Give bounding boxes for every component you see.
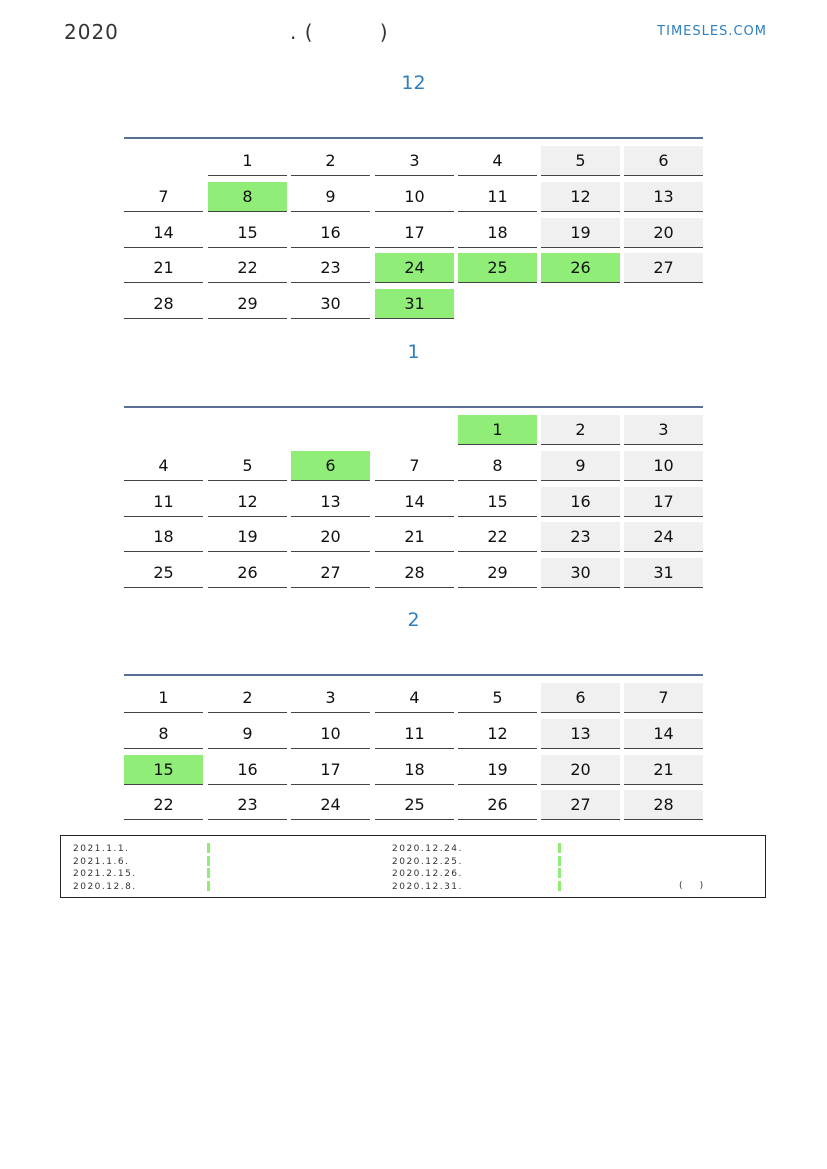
day-cell: 4 [458, 146, 537, 176]
day-cell: 23 [541, 522, 620, 552]
empty-day [375, 415, 454, 445]
empty-day [458, 289, 537, 319]
day-cell: 3 [291, 683, 370, 713]
day-cell: 29 [458, 558, 537, 588]
day-cell: 2 [208, 683, 287, 713]
legend-date: 2021.1.6. [73, 856, 130, 867]
day-cell: 21 [375, 522, 454, 552]
day-cell: 5 [208, 451, 287, 481]
day-cell: 24 [375, 253, 454, 283]
day-cell: 20 [291, 522, 370, 552]
month-title: 12 [401, 72, 426, 94]
day-cell: 17 [624, 487, 703, 517]
day-cell: 10 [624, 451, 703, 481]
legend-date: 2020.12.24. [392, 844, 463, 854]
day-cell: 18 [375, 755, 454, 785]
day-cell: 11 [375, 719, 454, 749]
empty-day [124, 146, 203, 176]
day-cell: 15 [124, 755, 203, 785]
day-cell: 14 [624, 719, 703, 749]
holiday-marker [207, 856, 210, 866]
legend-note: ( ) [679, 881, 704, 891]
calendar-top-rule [124, 406, 703, 408]
legend-date: 2020.12.8. [73, 882, 137, 893]
legend-dates-left [73, 843, 137, 894]
empty-day [208, 415, 287, 445]
day-cell: 2 [291, 146, 370, 176]
day-cell: 21 [124, 253, 203, 283]
day-cell: 3 [624, 415, 703, 445]
day-cell: 9 [541, 451, 620, 481]
day-cell: 13 [541, 719, 620, 749]
day-cell: 1 [124, 683, 203, 713]
day-cell: 14 [124, 218, 203, 248]
day-cell: 6 [541, 683, 620, 713]
day-cell: 28 [124, 289, 203, 319]
day-cell: 22 [208, 253, 287, 283]
day-cell: 27 [541, 790, 620, 820]
day-cell: 24 [624, 522, 703, 552]
calendar-top-rule [124, 137, 703, 139]
day-cell: 19 [541, 218, 620, 248]
day-cell: 19 [208, 522, 287, 552]
legend-markers-left [207, 843, 210, 894]
day-cell: 26 [208, 558, 287, 588]
day-cell: 4 [124, 451, 203, 481]
day-cell: 29 [208, 289, 287, 319]
day-cell: 8 [124, 719, 203, 749]
empty-day [624, 289, 703, 319]
day-cell: 6 [624, 146, 703, 176]
day-cell: 10 [375, 182, 454, 212]
day-cell: 30 [291, 289, 370, 319]
day-cell: 28 [375, 558, 454, 588]
legend-date: 2020.12.31. [392, 882, 463, 893]
day-cell: 12 [541, 182, 620, 212]
day-cell: 21 [624, 755, 703, 785]
month-calendar [124, 674, 703, 814]
site-link[interactable]: TIMESLES.COM [657, 24, 767, 39]
day-cell: 20 [624, 218, 703, 248]
day-cell: 7 [375, 451, 454, 481]
empty-day [124, 415, 203, 445]
legend-markers-right [558, 843, 561, 894]
day-cell: 12 [208, 487, 287, 517]
day-cell: 11 [124, 487, 203, 517]
day-cell: 27 [291, 558, 370, 588]
month-calendar [124, 137, 703, 313]
day-cell: 22 [124, 790, 203, 820]
day-cell: 20 [541, 755, 620, 785]
day-cell: 23 [208, 790, 287, 820]
day-cell: 27 [624, 253, 703, 283]
day-cell: 25 [375, 790, 454, 820]
day-cell: 26 [541, 253, 620, 283]
day-cell: 1 [458, 415, 537, 445]
day-cell: 15 [458, 487, 537, 517]
day-cell: 7 [124, 182, 203, 212]
day-cell: 26 [458, 790, 537, 820]
day-cell: 23 [291, 253, 370, 283]
day-cell: 7 [624, 683, 703, 713]
day-cell: 17 [375, 218, 454, 248]
day-cell: 18 [124, 522, 203, 552]
empty-day [541, 289, 620, 319]
month-title: 2 [407, 609, 420, 631]
day-cell: 16 [291, 218, 370, 248]
day-cell: 31 [624, 558, 703, 588]
day-cell: 19 [458, 755, 537, 785]
title-paren: . ( ) [290, 20, 389, 44]
day-cell: 5 [458, 683, 537, 713]
day-cell: 4 [375, 683, 454, 713]
day-cell: 12 [458, 719, 537, 749]
day-cell: 13 [624, 182, 703, 212]
legend-date: 2021.1.1. [73, 844, 130, 854]
day-cell: 8 [458, 451, 537, 481]
legend-date: 2021.2.15. [73, 869, 137, 880]
day-cell: 5 [541, 146, 620, 176]
day-cell: 15 [208, 218, 287, 248]
day-cell: 1 [208, 146, 287, 176]
day-cell: 25 [458, 253, 537, 283]
day-cell: 18 [458, 218, 537, 248]
day-cell: 30 [541, 558, 620, 588]
holiday-marker [558, 881, 561, 891]
calendar-top-rule [124, 674, 703, 676]
day-cell: 8 [208, 182, 287, 212]
day-cell: 14 [375, 487, 454, 517]
day-cell: 11 [458, 182, 537, 212]
holiday-legend [60, 835, 766, 898]
day-cell: 10 [291, 719, 370, 749]
legend-dates-right [392, 843, 463, 894]
day-cell: 9 [291, 182, 370, 212]
holiday-marker [207, 868, 210, 878]
day-cell: 9 [208, 719, 287, 749]
day-cell: 22 [458, 522, 537, 552]
day-cell: 2 [541, 415, 620, 445]
month-calendar [124, 406, 703, 582]
day-cell: 24 [291, 790, 370, 820]
year-title: 2020 [64, 20, 119, 44]
day-cell: 25 [124, 558, 203, 588]
legend-date: 2020.12.25. [392, 856, 463, 867]
holiday-marker [558, 868, 561, 878]
day-cell: 17 [291, 755, 370, 785]
day-cell: 13 [291, 487, 370, 517]
day-cell: 31 [375, 289, 454, 319]
legend-date: 2020.12.26. [392, 869, 463, 880]
day-cell: 6 [291, 451, 370, 481]
empty-day [291, 415, 370, 445]
holiday-marker [207, 881, 210, 891]
day-cell: 16 [208, 755, 287, 785]
day-cell: 28 [624, 790, 703, 820]
day-cell: 16 [541, 487, 620, 517]
day-cell: 3 [375, 146, 454, 176]
holiday-marker [558, 856, 561, 866]
month-title: 1 [407, 341, 420, 363]
holiday-marker [558, 843, 561, 853]
holiday-marker [207, 843, 210, 853]
